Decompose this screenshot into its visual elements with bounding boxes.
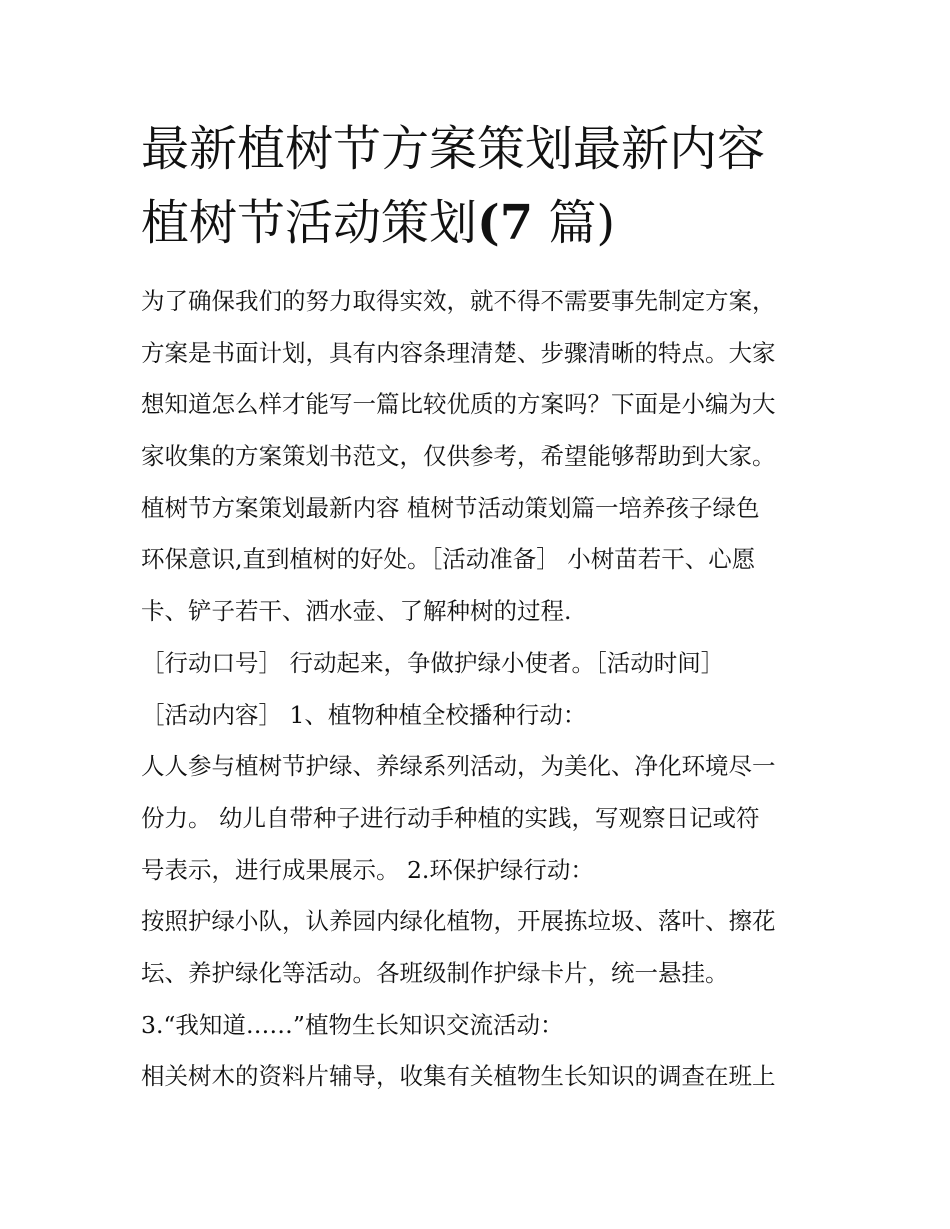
body-line: 相关树木的资料片辅导，收集有关植物生长知识的调查在班上 xyxy=(141,1062,776,1091)
body-line: 份力。 幼儿自带种子进行动手种植的实践，写观察日记或符 xyxy=(141,803,760,832)
title-line-2-text: 植树节活动策划 xyxy=(141,195,478,251)
body-line: 环保意识,直到植树的好处。［活动准备］ 小树苗若干、心愿 xyxy=(141,545,756,574)
body-line: 3.“我知道……”植物生长知识交流活动： xyxy=(141,1010,564,1039)
body-line: 坛、养护绿化等活动。各班级制作护绿卡片，统一悬挂。 xyxy=(141,958,729,987)
title-count-suffix: 篇) xyxy=(548,195,616,251)
body-line: 想知道怎么样才能写一篇比较优质的方案吗？下面是小编为大 xyxy=(141,390,776,419)
document-body xyxy=(141,276,821,1103)
document-page xyxy=(141,112,821,1103)
body-line: 卡、铲子若干、洒水壶、了解种树的过程. xyxy=(141,597,572,626)
body-line: 家收集的方案策划书范文，仅供参考，希望能够帮助到大家。 xyxy=(141,442,776,471)
body-line: 植树节方案策划最新内容 植树节活动策划篇一培养孩子绿色 xyxy=(141,493,760,522)
title-line-1: 最新植树节方案策划最新内容 xyxy=(141,121,766,177)
document-title xyxy=(141,112,821,260)
body-line: ［行动口号］ 行动起来，争做护绿小使者。［活动时间］ xyxy=(141,648,725,677)
body-line: 为了确保我们的努力取得实效，就不得不需要事先制定方案， xyxy=(141,287,776,315)
body-line: 按照护绿小队，认养园内绿化植物，开展拣垃圾、落叶、擦花 xyxy=(141,907,776,936)
body-line: 人人参与植树节护绿、养绿系列活动，为美化、净化环境尽一 xyxy=(141,752,776,781)
title-count: (7 xyxy=(477,195,534,251)
body-line: ［活动内容］ 1、植物种植全校播种行动： xyxy=(141,700,587,729)
body-line: 号表示，进行成果展示。 2.环保护绿行动： xyxy=(141,855,594,884)
body-line: 方案是书面计划，具有内容条理清楚、步骤清晰的特点。大家 xyxy=(141,338,776,367)
title-line-2 xyxy=(141,186,821,260)
